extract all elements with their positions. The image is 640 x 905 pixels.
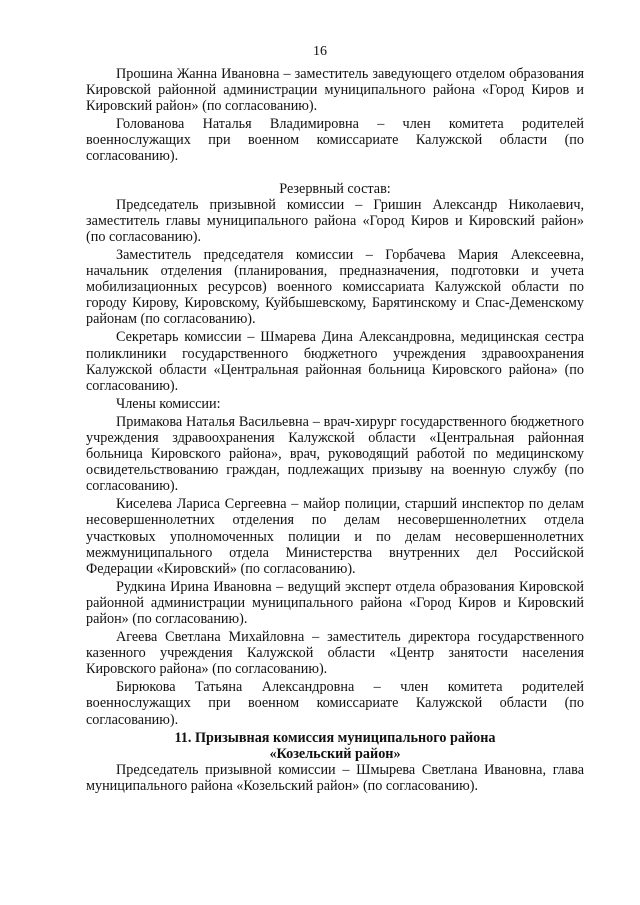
reserve-composition-heading: Резервный состав: — [279, 180, 391, 197]
members-heading: Члены комиссии: — [116, 395, 221, 412]
paragraph-ageeva: Агеева Светлана Михайловна – заместитель директора государственного казенного учреждения Калужской области «Центр занятости населения Кировского района» (по согласованию). — [86, 629, 584, 678]
section-heading-line-1: 11. Призывная комиссия муниципального района — [174, 729, 496, 746]
paragraph-rudkina: Рудкина Ирина Ивановна – ведущий эксперт отдела образования Кировской районной администрации муниципального района «Город Киров и Кировский район» (по согласованию). — [86, 578, 584, 627]
paragraph-biryukova: Бирюкова Татьяна Александровна – член комитета родителей военнослужащих при военном комиссариате Калужской области (по согласованию). — [86, 679, 584, 728]
paragraph-shmyreva: Председатель призывной комиссии – Шмырева Светлана Ивановна, глава муниципального района «Козельский район» (по согласованию). — [86, 761, 584, 794]
paragraph-kiseleva: Киселева Лариса Сергеевна – майор полиции, старший инспектор по делам несовершеннолетних отделения по делам несовершеннолетних отдела участковых уполномоченных полиции и по делам несовершеннолетних межмуниципального отдела Министерства внутренних дел Российской Федерации «Кировский» (по согласованию). — [86, 496, 584, 577]
page-number: 16 — [313, 44, 327, 59]
paragraph-primakova: Примакова Наталья Васильевна – врач-хирург государственного бюджетного учреждения здравоохранения Калужской области «Центральная районная больница Кировского района», врач, руководящий работой по медицинскому освидетельствованию граждан, подлежащих призыву на военную службу (по согласованию). — [86, 413, 584, 495]
paragraph-chairman-reserve: Председатель призывной комиссии – Гришин Александр Николаевич, заместитель главы муниципального района «Город Киров и Кировский район» (по согласованию). — [86, 196, 584, 245]
section-heading-line-2: «Козельский район» — [269, 745, 401, 762]
paragraph-proshina: Прошина Жанна Ивановна – заместитель заведующего отделом образования Кировской районной администрации муниципального района «Город Киров и Кировский район» (по согласованию). — [86, 66, 584, 115]
paragraph-deputy-chairman: Заместитель председателя комиссии – Горбачева Мария Алексеевна, начальник отделения (планирования, предназначения, подготовки и учета мобилизационных ресурсов) военного комиссариата Калужской области по городу Кирову, Кировскому, Куйбышевскому, Барятинскому и Спас-Деменскому районам (по согласованию). — [86, 246, 584, 328]
paragraph-secretary: Секретарь комиссии – Шмарева Дина Александровна, медицинская сестра поликлиники государственного бюджетного учреждения здравоохранения Калужской области «Центральная районная больница Кировского района» (по согласованию). — [86, 329, 584, 394]
paragraph-golovanova: Голованова Наталья Владимировна – член комитета родителей военнослужащих при военном комиссариате Калужской области (по согласованию). — [86, 116, 584, 165]
document-body — [86, 66, 584, 796]
